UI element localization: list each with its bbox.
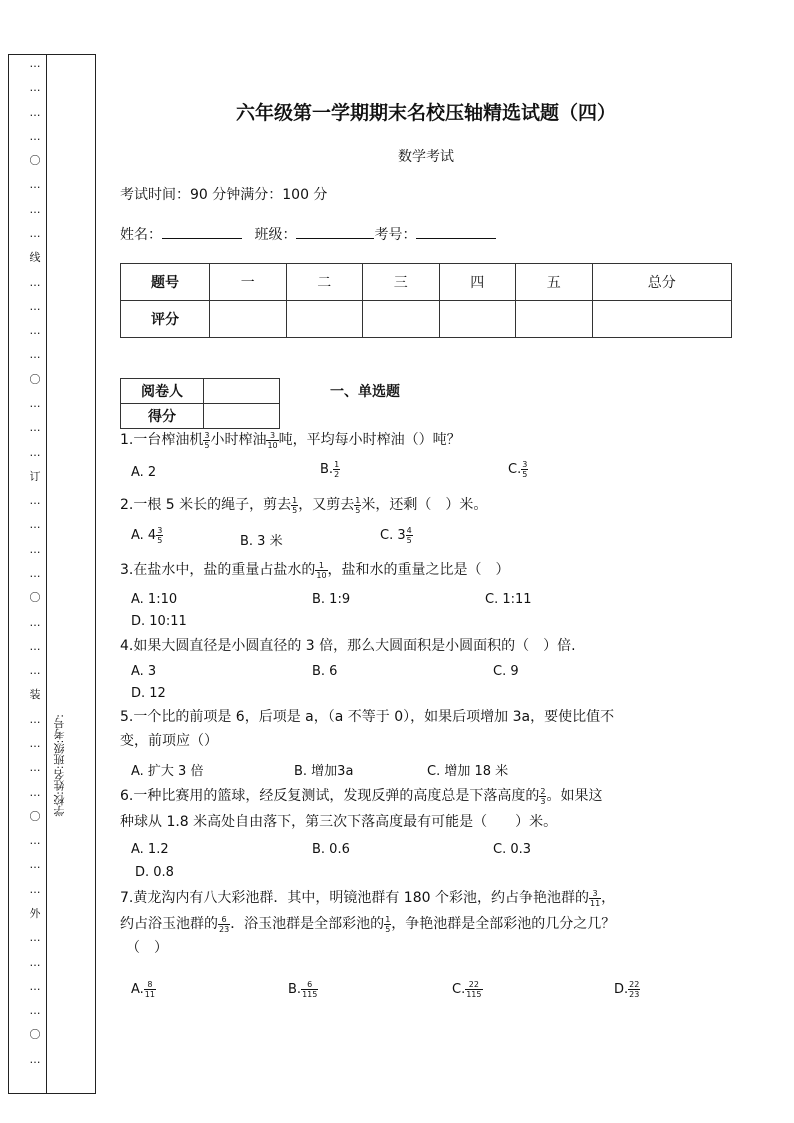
page-subtitle: 数学考试 <box>398 149 454 165</box>
fraction: $\frac{2}{3}$ <box>540 786 546 806</box>
page-title: 六年级第一学期期末名校压轴精选试题（四） <box>235 102 616 124</box>
question-6: 6.一种比赛用的篮球，经反复测试，发现反弹的高度总是下落高度的 $\frac{2}{3}$ 。如果这 种球从 1.8 米高处自由落下，第三次下落高度最有可能是（ ）米。 <box>120 786 603 830</box>
exam-no-field[interactable] <box>416 224 496 239</box>
binding-mark: … <box>29 105 41 119</box>
score-header-cell: 一 <box>210 264 287 301</box>
binding-mark: … <box>29 445 41 459</box>
score-header-cell: 三 <box>363 264 440 301</box>
q5-option-b[interactable]: B. 增加3a <box>294 764 354 779</box>
question-1: 1.一台榨油机 $\frac{3}{5}$ 小时榨油 $\frac{3}{10}$ 吨，平均每小时榨油（）吨？ <box>120 430 461 450</box>
student-info-label: 学校:姓名:班级:考号: <box>53 714 66 817</box>
binding-mark: … <box>29 1004 41 1018</box>
class-label: 班级： <box>254 227 297 243</box>
q3-option-b[interactable]: B. 1:9 <box>312 592 351 607</box>
q6-option-b[interactable]: B. 0.6 <box>312 842 350 857</box>
score-cell[interactable] <box>592 301 732 338</box>
points-label: 得分 <box>121 404 204 429</box>
score-header-cell: 五 <box>516 264 593 301</box>
binding-mark: … <box>29 979 41 993</box>
binding-mark: 〇 <box>29 809 41 823</box>
binding-marks <box>28 58 48 1090</box>
q3-option-d[interactable]: D. 10:11 <box>131 614 187 629</box>
binding-mark: 〇 <box>29 591 41 605</box>
binding-mark: 〇 <box>29 372 41 386</box>
fraction: $\frac{1}{5}$ <box>385 914 391 934</box>
score-header-label: 题号 <box>121 264 210 301</box>
q4-option-c[interactable]: C. 9 <box>493 664 519 679</box>
fraction: $\frac{3}{11}$ <box>589 888 601 908</box>
q6-option-a[interactable]: A. 1.2 <box>131 842 169 857</box>
question-4: 4.如果大圆直径是小圆直径的 3 倍，那么大圆面积是小圆面积的（ ）倍. <box>120 638 576 654</box>
q2-option-b[interactable]: B. 3 米 <box>240 534 283 549</box>
binding-mark: 〇 <box>29 1028 41 1042</box>
class-field[interactable] <box>296 224 374 239</box>
score-header-cell: 总分 <box>592 264 732 301</box>
question-5: 5.一个比的前项是 6，后项是 a，（a 不等于 0），如果后项增加 3a，要使比值不 变，前项应（） <box>120 709 615 749</box>
binding-mark: … <box>29 348 41 362</box>
fraction: $\frac{1}{5}$ <box>292 495 298 515</box>
binding-mark: 线 <box>29 251 41 265</box>
binding-mark: … <box>29 57 41 70</box>
question-2: 2.一根 5 米长的绳子，剪去 $\frac{1}{5}$ ，又剪去 $\frac{1}{5}$ 米，还剩（ ）米。 <box>120 495 488 515</box>
binding-mark: 装 <box>29 688 41 702</box>
q7-option-a[interactable]: A. $\frac{8}{11}$ <box>131 980 155 999</box>
binding-mark: … <box>29 81 41 95</box>
name-field[interactable] <box>162 224 242 239</box>
binding-mark: … <box>29 639 41 653</box>
binding-mark: … <box>29 1052 41 1066</box>
binding-mark: … <box>29 421 41 435</box>
binding-mark: 订 <box>29 469 41 483</box>
binding-mark: … <box>29 129 41 143</box>
student-fields <box>120 224 496 244</box>
q6-option-d[interactable]: D. 0.8 <box>135 865 174 880</box>
fraction: $\frac{3}{5}$ <box>204 430 210 450</box>
q5-option-c[interactable]: C. 增加 18 米 <box>427 764 509 779</box>
binding-mark: … <box>29 397 41 410</box>
reviewer-label: 阅卷人 <box>121 379 204 404</box>
score-cell[interactable] <box>286 301 363 338</box>
binding-mark: … <box>29 494 41 508</box>
binding-mark: … <box>29 542 41 556</box>
binding-mark: … <box>29 785 41 799</box>
exam-time: 考试时间：90 分钟满分：100 分 <box>120 187 328 203</box>
q2-option-a[interactable]: A. 4 $\frac{3}{5}$ <box>131 526 163 545</box>
binding-mark: … <box>29 178 41 192</box>
score-header-cell: 二 <box>286 264 363 301</box>
binding-mark: 〇 <box>29 154 41 168</box>
binding-mark: … <box>29 858 41 872</box>
q1-option-a[interactable]: A. 2 <box>131 465 157 480</box>
score-table <box>120 263 732 338</box>
binding-mark: … <box>29 275 41 289</box>
reviewer-cell[interactable] <box>204 379 280 404</box>
binding-mark: … <box>29 615 41 629</box>
points-cell[interactable] <box>204 404 280 429</box>
binding-mark: … <box>29 737 41 750</box>
binding-mark: 外 <box>29 907 41 920</box>
q5-option-a[interactable]: A. 扩大 3 倍 <box>131 764 204 779</box>
q3-option-a[interactable]: A. 1:10 <box>131 592 178 607</box>
question-3: 3.在盐水中，盐的重量占盐水的 $\frac{1}{10}$ ，盐和水的重量之比是（ ） <box>120 560 510 580</box>
binding-mark: … <box>29 931 41 945</box>
binding-mark: … <box>29 834 41 848</box>
binding-mark: … <box>29 518 41 532</box>
section-title: 一、单选题 <box>330 384 400 400</box>
binding-mark: … <box>29 955 41 969</box>
score-cell[interactable] <box>439 301 516 338</box>
binding-margin <box>8 54 96 1094</box>
binding-mark: … <box>29 324 41 338</box>
q1-option-b[interactable]: B. $\frac{1}{2}$ <box>320 460 340 479</box>
score-cell[interactable] <box>516 301 593 338</box>
binding-mark: … <box>29 712 41 726</box>
q3-option-c[interactable]: C. 1:11 <box>485 592 532 607</box>
q7-option-d[interactable]: D. $\frac{22}{23}$ <box>614 980 640 999</box>
binding-mark: … <box>29 664 41 678</box>
score-cell[interactable] <box>210 301 287 338</box>
binding-mark: … <box>29 299 41 313</box>
q7-option-c[interactable]: C. $\frac{22}{115}$ <box>452 980 482 999</box>
q4-option-b[interactable]: B. 6 <box>312 664 338 679</box>
q4-option-d[interactable]: D. 12 <box>131 686 166 701</box>
fraction: $\frac{3}{10}$ <box>267 430 278 450</box>
reviewer-table <box>120 378 280 429</box>
score-cell[interactable] <box>363 301 440 338</box>
fraction: $\frac{1}{10}$ <box>316 560 327 580</box>
q2-option-c[interactable]: C. 3 $\frac{4}{5}$ <box>380 526 412 545</box>
q6-option-c[interactable]: C. 0.3 <box>493 842 532 857</box>
q4-option-a[interactable]: A. 3 <box>131 664 157 679</box>
fraction: $\frac{6}{23}$ <box>219 914 230 934</box>
binding-mark: … <box>29 202 41 216</box>
q7-option-b[interactable]: B. $\frac{6}{115}$ <box>288 980 318 999</box>
binding-mark: … <box>29 761 41 775</box>
binding-mark: … <box>29 882 41 896</box>
score-row-label: 评分 <box>121 301 210 338</box>
score-header-cell: 四 <box>439 264 516 301</box>
exam-no-label: 考号： <box>374 227 417 243</box>
binding-mark: … <box>29 227 41 240</box>
q1-option-c[interactable]: C. $\frac{3}{5}$ <box>508 460 528 479</box>
question-7: 7.黄龙沟内有八大彩池群．其中，明镜池群有 180 个彩池，约占争艳池群的 $\frac{3}{11}$ ， 约占浴玉池群的 $\frac{6}{23}$ ．浴玉池群是全部彩池的 $\frac{1}{5}$ ，争艳池群是全部彩池的几分之几？ （ ） <box>120 888 616 956</box>
name-label: 姓名： <box>120 227 162 243</box>
fraction: $\frac{1}{5}$ <box>355 495 361 515</box>
binding-mark: … <box>29 567 41 580</box>
